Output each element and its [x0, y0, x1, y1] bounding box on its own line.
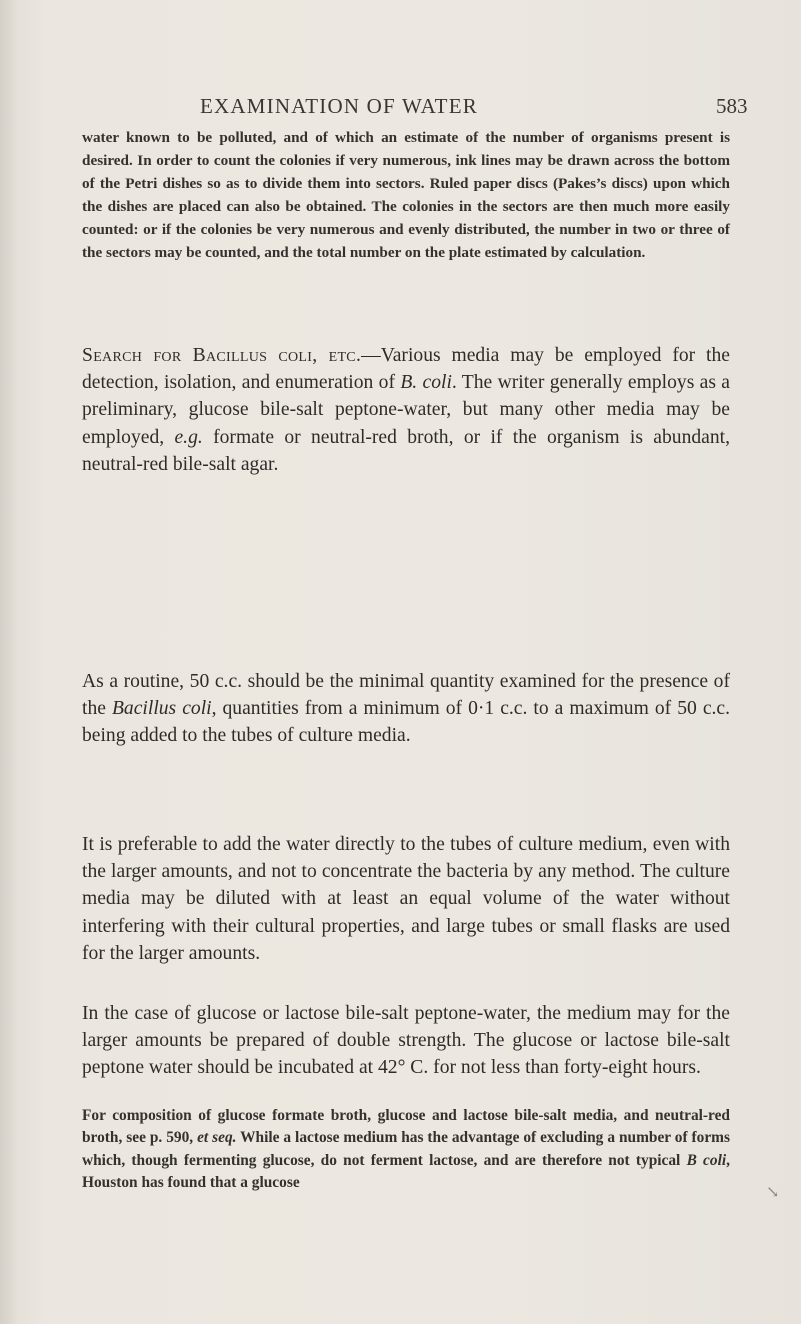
paragraph-petri-counting: water known to be polluted, and of which an estimate of the number of organisms present is desired. In order to count the colonies if very numerous, ink lines may be drawn across the bottom of the Petri dishes so as to divide them into sectors. Ruled paper discs (Pakes’s discs) upon which the dishes are placed can also be obtained. The colonies in the sectors are then much more easily counted: or if the colonies be very numerous and evenly distributed, the number in two or three of the sectors may be counted, and the total number on the plate estimated by calculation. — [82, 129, 730, 261]
page-number: 583 — [716, 94, 748, 118]
paragraph-text: While a lactose medium has the advantage of excluding a number of forms which, though fermenting glucose, do not ferment lactose, and are therefore not typical — [82, 1129, 730, 1169]
paragraph-text: For composition of glucose formate broth, glucose and lactose bile-salt media, and neutral-red broth, see p. 590, — [82, 1107, 730, 1147]
paragraph-double-strength: In the case of glucose or lactose bile-salt peptone-water, the medium may for the larger amounts be prepared of double strength. The glucose or lactose bile-salt peptone water should be incubated at 42° C. for not less than forty-eight hours. — [82, 1003, 730, 1079]
ink-smudge: ↘ — [766, 1184, 780, 1201]
section-heading: Search for Bacillus coli, etc. — [82, 345, 362, 366]
abbreviation: e.g. — [174, 426, 203, 448]
species-name: B. coli — [400, 372, 452, 394]
paragraph-text: , Houston has found that a glucose — [82, 1151, 730, 1192]
page-header — [0, 94, 801, 124]
running-head: EXAMINATION OF WATER — [200, 94, 478, 118]
paragraph-add-water-directly: It is preferable to add the water directly to the tubes of culture medium, even with the larger amounts, and not to concentrate the bacteria by any method. The culture media may be diluted with at least an equal volume of the water without interfering with their cultural properties, and large tubes or small flasks are used for the larger amounts. — [82, 834, 730, 964]
species-name: B coli — [686, 1151, 727, 1169]
species-name: Bacillus coli — [111, 698, 212, 720]
paragraph-text: Various media may be employed for the detection, isolation, and enumeration of — [82, 345, 730, 394]
paragraph-text: formate or neutral-red broth, or if the organism is abundant, neutral-red bile-salt agar. — [82, 426, 731, 475]
paragraph-routine-quantity — [82, 668, 730, 750]
heading-dash: — — [361, 345, 381, 366]
paragraph-search-bacillus-coli — [82, 342, 730, 478]
page-gutter-shadow — [0, 0, 18, 1324]
paragraph-text: As a routine, 50 c.c. should be the minimal quantity examined for the presence of the — [82, 671, 730, 720]
paragraph-text: , quantities from a minimum of 0·1 c.c. to a maximum of 50 c.c. being added to the tubes of culture media. — [82, 698, 731, 747]
paragraph-text: . The writer generally employs as a preliminary, glucose bile-salt peptone-water, but many other media may be employed, — [82, 372, 730, 448]
paragraph-composition-note — [82, 1105, 730, 1195]
latin-phrase: et seq. — [197, 1129, 237, 1147]
